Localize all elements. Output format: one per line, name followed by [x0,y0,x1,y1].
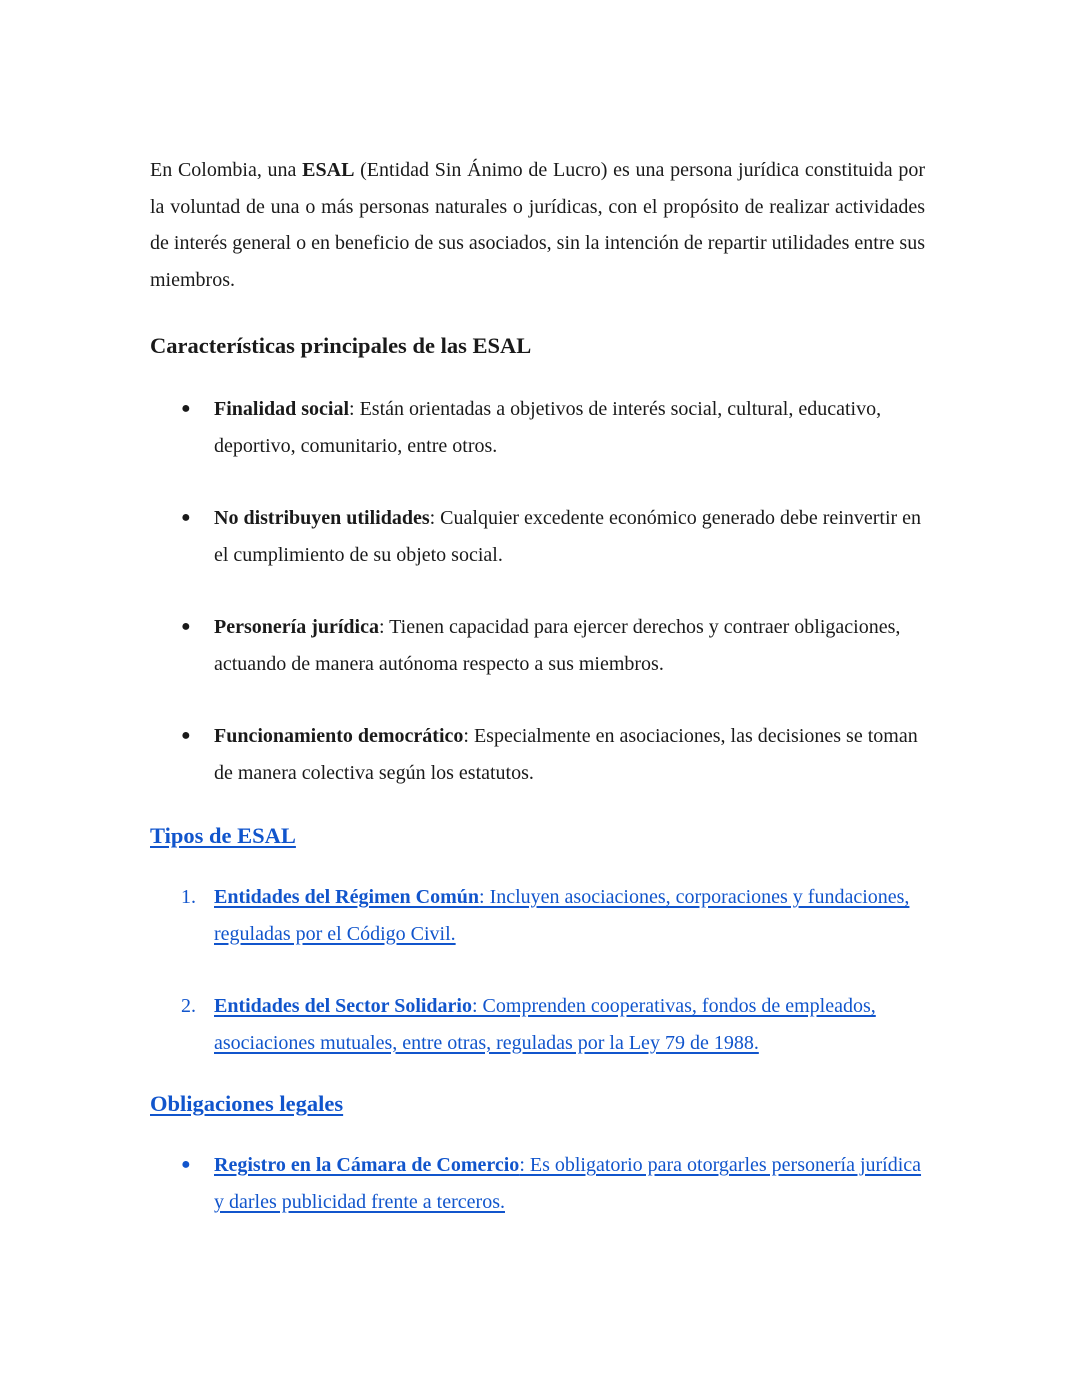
item-term: Registro en la Cámara de Comercio [214,1154,520,1176]
item-term: Entidades del Régimen Común [214,886,480,908]
item-text: : Están orientadas a objetivos de interés social, cultural, educativo, deportivo, comunitario, entre otros. [214,398,882,457]
item-text: : Incluyen asociaciones, corporaciones y fundaciones, reguladas por el Código Civil. [214,886,910,945]
bullet-icon: ● [181,618,191,635]
bullet-icon: ● [181,509,191,526]
list-item-link[interactable] [150,879,925,952]
item-term: Finalidad social [214,398,350,420]
obligations-list [150,1147,925,1220]
intro-post: (Entidad Sin Ánimo de Lucro) es una persona jurídica constituida por la voluntad de una o más personas naturales o jurídicas, con el propósito de realizar actividades de interés general o en beneficio de sus asociados, sin la intención de repartir utilidades entre sus miembros. [150,159,925,291]
intro-paragraph [150,152,925,298]
item-text: : Es obligatorio para otorgarles personería jurídica y darles publicidad frente a terceros. [214,1154,922,1213]
list-item-link[interactable] [150,1147,925,1220]
item-text: : Cualquier excedente económico generado debe reinvertir en el cumplimiento de su objeto social. [214,507,922,566]
bullet-icon: ● [181,1156,191,1173]
bullet-icon: ● [181,727,191,744]
item-text: : Tienen capacidad para ejercer derechos y contraer obligaciones, actuando de manera autónoma respecto a sus miembros. [214,616,901,675]
item-number: 1. [181,886,196,908]
item-term: Funcionamiento democrático [214,725,464,747]
item-term: Personería jurídica [214,616,379,638]
document-page [150,152,925,1220]
types-heading-link[interactable]: Tipos de ESAL [150,823,296,848]
list-item [150,391,925,464]
item-text: : Especialmente en asociaciones, las decisiones se toman de manera colectiva según los estatutos. [214,725,918,784]
characteristics-heading: Características principales de las ESAL [150,333,532,358]
list-item-link[interactable] [150,988,925,1061]
characteristics-list [150,391,925,791]
types-list [150,879,925,1061]
obligations-heading-link[interactable]: Obligaciones legales [150,1091,344,1116]
item-term: Entidades del Sector Solidario [214,995,472,1017]
item-number: 2. [181,995,196,1017]
bullet-icon: ● [181,400,191,417]
item-text: : Comprenden cooperativas, fondos de empleados, asociaciones mutuales, entre otras, reguladas por la Ley 79 de 1988. [214,995,876,1054]
intro-esal-term: ESAL [302,159,355,181]
list-item [150,718,925,791]
intro-pre: En Colombia, una [150,159,303,181]
item-term: No distribuyen utilidades [214,507,430,529]
list-item [150,500,925,573]
list-item [150,609,925,682]
